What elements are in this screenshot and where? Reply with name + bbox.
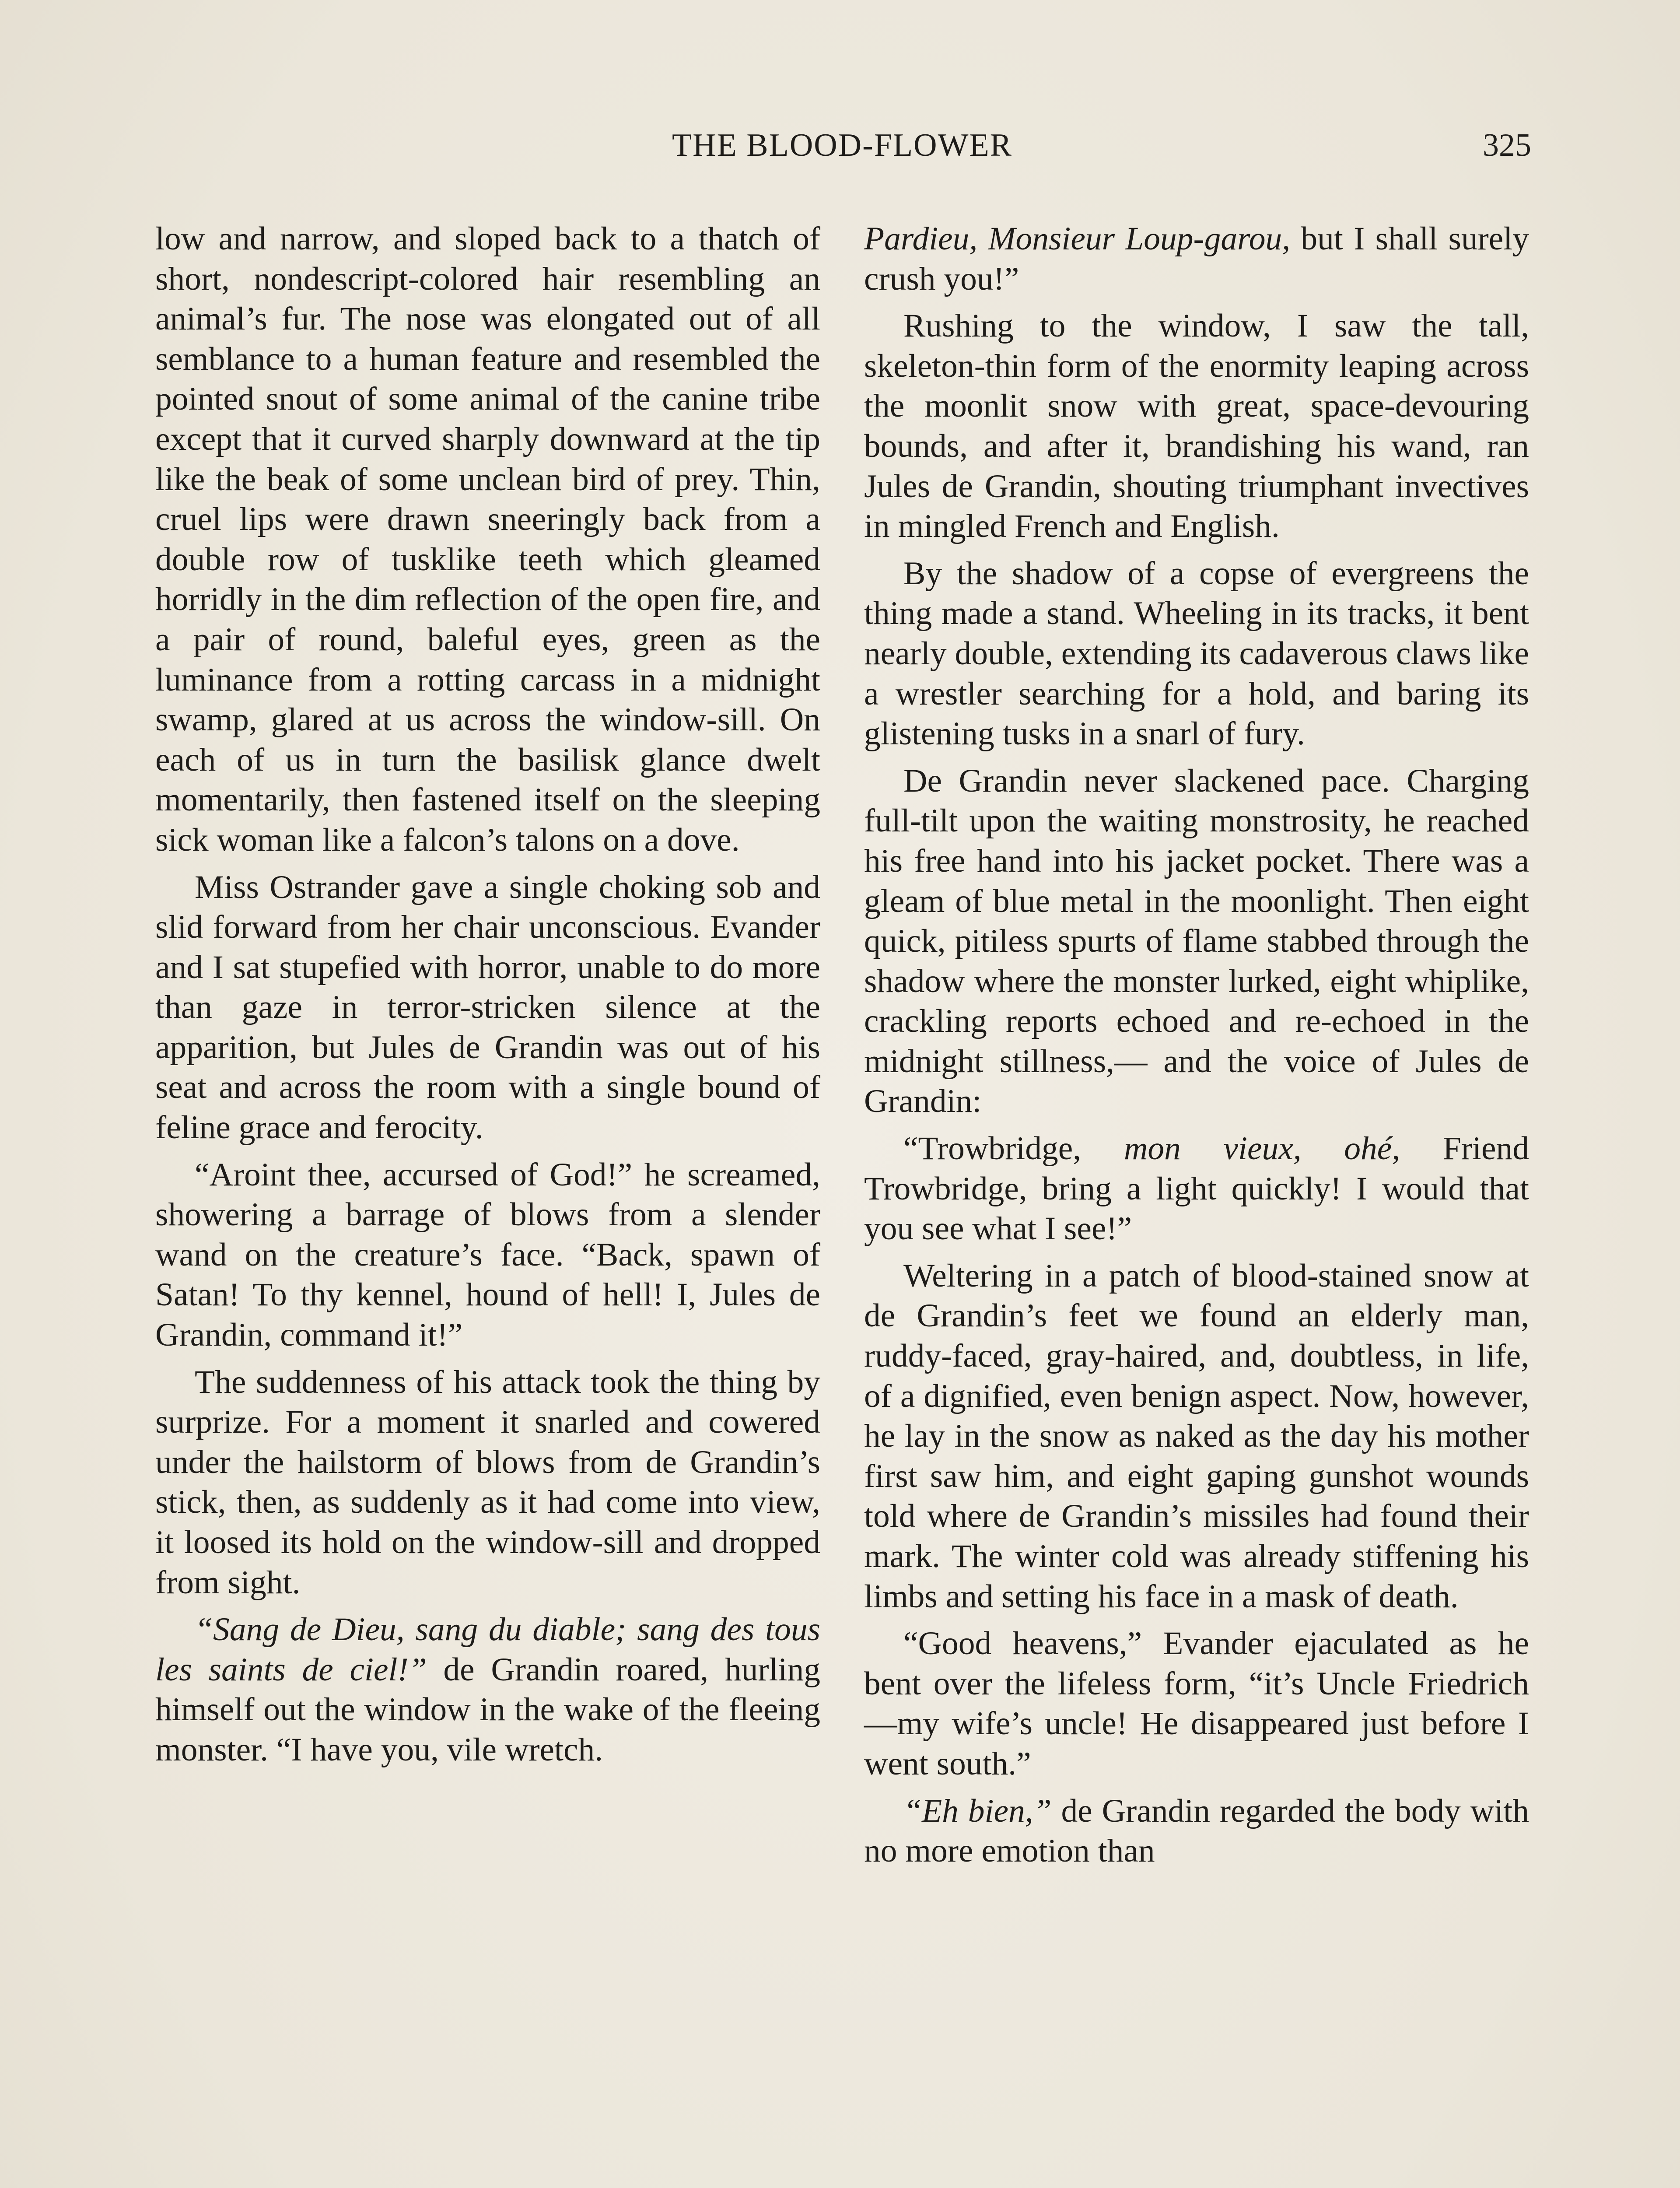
paragraph: “Good heavens,” Evander ejaculated as he bent over the lifeless form, “it’s Uncle Friedrich—my wife’s uncle! He disappeared just before I went south.”: [864, 1625, 1529, 1782]
right-column: [864, 219, 1529, 1871]
page-number: 325: [1483, 127, 1531, 163]
paragraph-text: de Grandin roared, hurling himself out the window in the wake of the fleeing monster. “I have you, vile wretch.: [155, 1651, 820, 1768]
paragraph-text: Friend Trowbridge, bring a light quickly! I would that you see what I see!”: [864, 1130, 1529, 1247]
paragraph: Miss Ostrander gave a single choking sob and slid forward from her chair unconscious. Evander and I sat stupefied with horror, unable to do more than gaze in terror-stricken silence at the apparition, but Jules de Grandin was out of his seat and across the room with a single bound of feline grace and ferocity.: [155, 869, 820, 1146]
paragraph: Rushing to the window, I saw the tall, skeleton-thin form of the enormity leaping across the moonlit snow with great, space-devouring bounds, and after it, brandishing his wand, ran Jules de Grandin, shouting triumphant invectives in mingled French and English.: [864, 308, 1529, 545]
paragraph: De Grandin never slackened pace. Charging full-tilt upon the waiting monstrosity, he reached his free hand into his jacket pocket. There was a gleam of blue metal in the moonlight. Then eight quick, pitiless spurts of flame stabbed through the shadow where the monster lurked, eight whiplike, crackling reports echoed and re-echoed in the midnight stillness,— and the voice of Jules de Grandin:: [864, 762, 1529, 1120]
paragraph: [155, 1609, 820, 1770]
paragraph-text: de Grandin regarded the body with no more emotion than: [864, 1792, 1529, 1869]
left-column: [155, 219, 820, 1770]
paragraph: [864, 1129, 1529, 1249]
italic-text: Pardieu, Monsieur Loup-garou,: [864, 221, 1291, 257]
italic-text: mon vieux, ohé,: [1124, 1130, 1400, 1167]
paragraph: Weltering in a patch of blood-stained snow at de Grandin’s feet we found an elderly man, ruddy-faced, gray-haired, and, doubtless, in life, of a dignified, even benign aspect. Now, however, he lay in the snow as naked as the day his mother first saw him, and eight gaping gunshot wounds told where de Grandin’s missiles had found their mark. The winter cold was already stiffening his limbs and setting his face in a mask of death.: [864, 1257, 1529, 1615]
paragraph: By the shadow of a copse of evergreens the thing made a stand. Wheeling in its tracks, it bent nearly double, extending its cadaverous claws like a wrestler searching for a hold, and baring its glistening tusks in a snarl of fury.: [864, 555, 1529, 752]
paragraph-text: “Trowbridge,: [903, 1130, 1124, 1167]
paragraph-text: but I shall surely crush you!”: [864, 221, 1529, 297]
running-title: THE BLOOD-FLOWER: [672, 127, 1013, 163]
paragraph: The suddenness of his attack took the thing by surprize. For a moment it snarled and cowered under the hailstorm of blows from de Grandin’s stick, then, as suddenly as it had come into view, it loosed its hold on the window-sill and dropped from sight.: [155, 1364, 820, 1601]
italic-text: “Eh bien,”: [903, 1792, 1052, 1829]
italic-text: “Sang de Dieu, sang du diable; sang des tous les saints de ciel!”: [155, 1611, 820, 1688]
paragraph: [864, 219, 1529, 299]
paragraph: [864, 1791, 1529, 1871]
paragraph: “Aroint thee, accursed of God!” he screamed, showering a barrage of blows from a slender wand on the creature’s face. “Back, spawn of Satan! To thy kennel, hound of hell! I, Jules de Grandin, command it!”: [155, 1156, 820, 1353]
paragraph: low and narrow, and sloped back to a thatch of short, nondescript-colored hair resembling an animal’s fur. The nose was elongated out of all semblance to a human feature and resembled the pointed snout of some animal of the canine tribe except that it curved sharply downward at the tip like the beak of some unclean bird of prey. Thin, cruel lips were drawn sneeringly back from a double row of tusklike teeth which gleamed horridly in the dim reflection of the open fire, and a pair of round, baleful eyes, green as the luminance from a rotting carcass in a midnight swamp, glared at us across the window-sill. On each of us in turn the basilisk glance dwelt momentarily, then fastened itself on the sleeping sick woman like a falcon’s talons on a dove.: [155, 221, 820, 858]
page-header: [153, 123, 1531, 175]
